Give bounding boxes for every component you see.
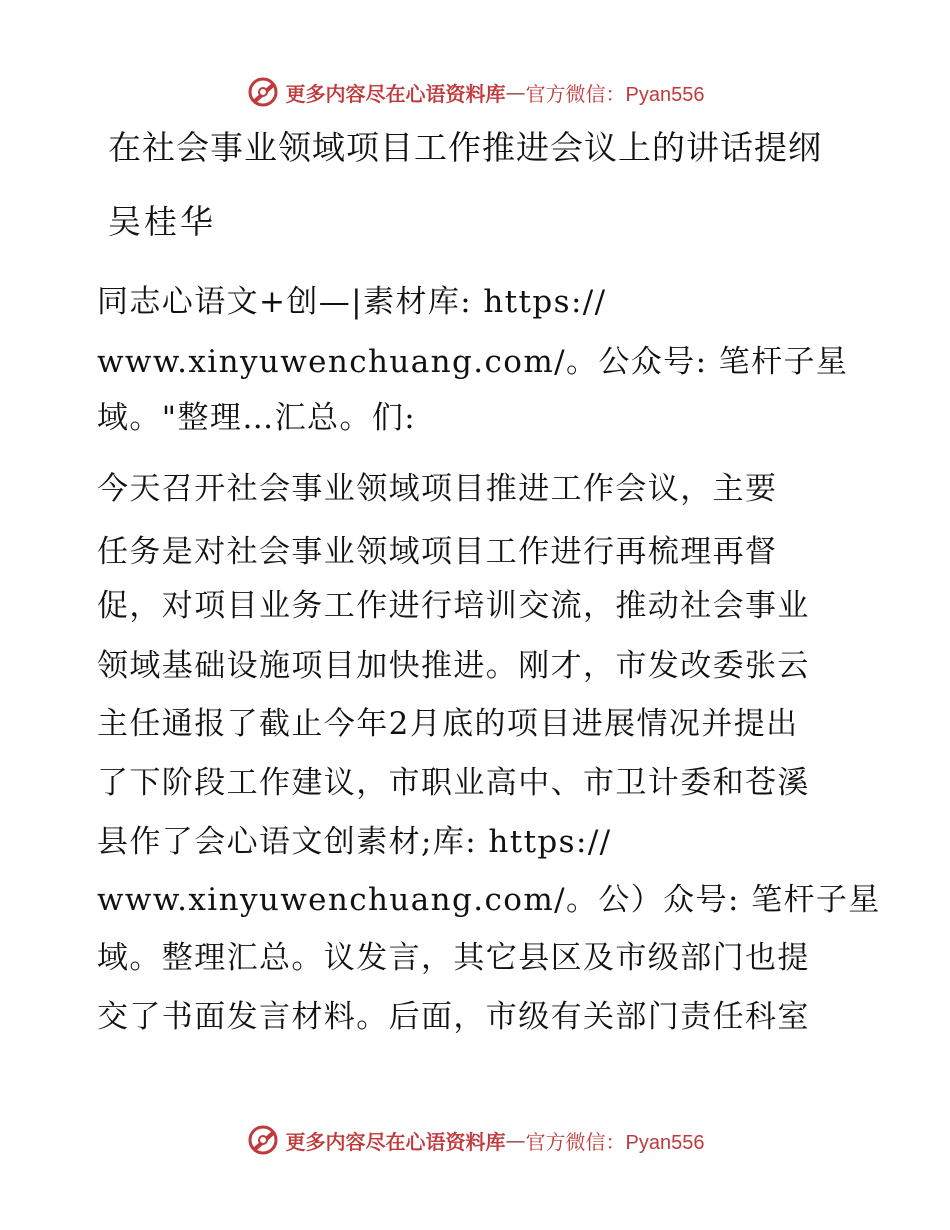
body-line: 域。"整理…汇总。们:: [97, 400, 417, 436]
footer-banner-main: 更多内容尽在心语资料库: [285, 1129, 506, 1154]
document-title: 在社会事业领域项目工作推进会议上的讲话提纲: [108, 128, 822, 167]
brand-logo-icon: [246, 1123, 280, 1157]
header-banner-main: 更多内容尽在心语资料库: [285, 81, 506, 106]
header-banner-separator: —: [505, 80, 526, 104]
body-line: 领域基础设施项目加快推进。刚才，市发改委张云: [97, 648, 810, 684]
body-line: 今天召开社会事业领域项目推进工作会议，主要: [97, 471, 778, 507]
footer-banner-contact: 官方微信：Pyan556: [525, 1131, 705, 1154]
body-line: 同志心语文+创—|素材库: https://: [97, 284, 607, 320]
body-line: 了下阶段工作建议，市职业高中、市卫计委和苍溪: [97, 765, 810, 801]
header-banner-contact: 官方微信：Pyan556: [525, 83, 705, 106]
body-line: 促，对项目业务工作进行培训交流，推动社会事业: [97, 588, 810, 624]
body-line: www.xinyuwenchuang.com/。公众号: 笔杆子星: [97, 344, 849, 380]
footer-banner-text: [286, 1126, 705, 1155]
footer-banner: [0, 1118, 950, 1162]
body-line: 交了书面发言材料。后面，市级有关部门责任科室: [97, 999, 810, 1035]
body-line: 域。整理汇总。议发言，其它县区及市级部门也提: [97, 940, 810, 976]
body-line: 主任通报了截止今年2月底的项目进展情况并提出: [97, 706, 799, 742]
body-line: 县作了会心语文创素材;库: https://: [97, 824, 612, 860]
body-line: www.xinyuwenchuang.com/。公）众号: 笔杆子星: [97, 882, 881, 918]
brand-logo-icon: [246, 75, 280, 109]
footer-banner-separator: —: [505, 1128, 526, 1152]
header-banner-text: [286, 78, 705, 107]
document-author: 吴桂华: [108, 202, 216, 241]
header-banner: [0, 70, 950, 114]
body-line: 任务是对社会事业领域项目工作进行再梳理再督: [97, 534, 778, 570]
